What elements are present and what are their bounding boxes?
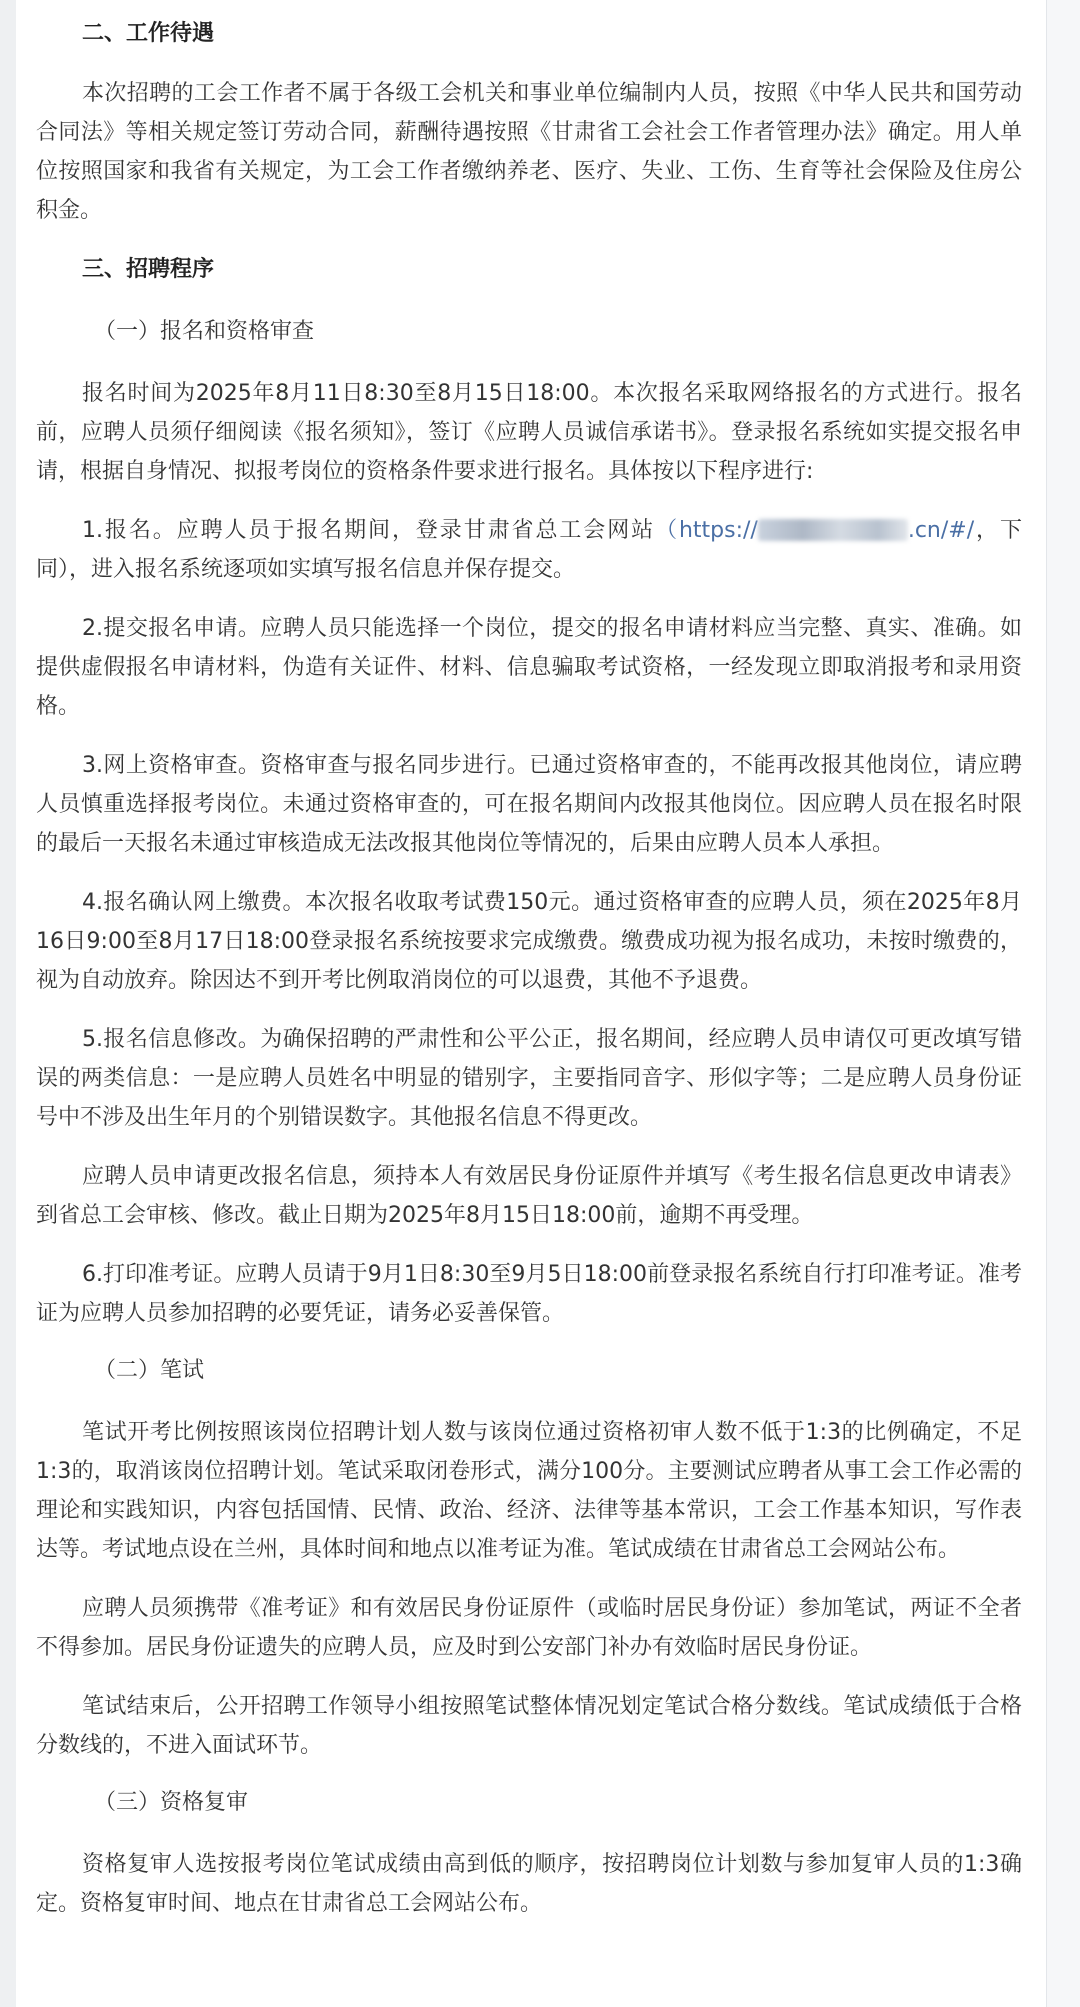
article-page [16, 0, 1046, 2007]
registration-link[interactable] [655, 518, 974, 543]
paragraph-step-5-note: 应聘人员申请更改报名信息，须持本人有效居民身份证原件并填写《考生报名信息更改申请表》到省总工会审核、修改。截止日期为2025年8月15日18:00前，逾期不再受理。 [36, 1164, 1022, 1228]
paragraph-step-4: 4.报名确认网上缴费。本次报名收取考试费150元。通过资格审查的应聘人员，须在2025年8月16日9:00至8月17日18:00登录报名系统按要求完成缴费。缴费成功视为报名成功，未按时缴费的，视为自动放弃。除因达不到开考比例取消岗位的可以退费，其他不予退费。 [36, 890, 1022, 993]
step-1-text-after: ，下同），进入报名系统逐项如实填写报名信息并保存提交。 [36, 518, 1022, 582]
link-end: .cn/#/ [907, 518, 975, 543]
subheading-requalification: （三）资格复审 [94, 1790, 249, 1815]
paragraph-exam-id: 应聘人员须携带《准考证》和有效居民身份证原件（或临时居民身份证）参加笔试，两证不全者不得参加。居民身份证遗失的应聘人员，应及时到公安部门补办有效临时居民身份证。 [36, 1596, 1022, 1660]
paragraph-step-2: 2.提交报名申请。应聘人员只能选择一个岗位，提交的报名申请材料应当完整、真实、准确。如提供虚假报名申请材料，伪造有关证件、材料、信息骗取考试资格，一经发现立即取消报考和录用资格。 [36, 616, 1022, 719]
paragraph-step-1 [36, 511, 1022, 589]
section-heading-2: 二、工作待遇 [82, 21, 215, 46]
link-start: （https:// [655, 518, 758, 543]
right-scroll-rail[interactable] [1046, 0, 1080, 2007]
paragraph-exam-ratio: 笔试开考比例按照该岗位招聘计划人数与该岗位通过资格初审人数不低于1:3的比例确定，不足1:3的，取消该岗位招聘计划。笔试采取闭卷形式，满分100分。主要测试应聘者从事工会工作必需的理论和实践知识，内容包括国情、民情、政治、经济、法律等基本常识，工会工作基本知识，写作表达等。考试地点设在兰州，具体时间和地点以准考证为准。笔试成绩在甘肃省总工会网站公布。 [36, 1420, 1022, 1562]
paragraph-step-3: 3.网上资格审查。资格审查与报名同步进行。已通过资格审查的，不能再改报其他岗位，请应聘人员慎重选择报考岗位。未通过资格审查的，可在报名期间内改报其他岗位。因应聘人员在报名时限的最后一天报名未通过审核造成无法改报其他岗位等情况的，后果由应聘人员本人承担。 [36, 753, 1022, 856]
paragraph-requalification: 资格复审人选按报考岗位笔试成绩由高到低的顺序，按招聘岗位计划数与参加复审人员的1:3确定。资格复审时间、地点在甘肃省总工会网站公布。 [36, 1852, 1022, 1916]
paragraph-exam-passline: 笔试结束后，公开招聘工作领导小组按照笔试整体情况划定笔试合格分数线。笔试成绩低于合格分数线的，不进入面试环节。 [36, 1694, 1022, 1758]
paragraph-step-6: 6.打印准考证。应聘人员请于9月1日8:30至9月5日18:00前登录报名系统自行打印准考证。准考证为应聘人员参加招聘的必要凭证，请务必妥善保管。 [36, 1262, 1022, 1326]
paragraph-registration-time: 报名时间为2025年8月11日8:30至8月15日18:00。本次报名采取网络报名的方式进行。报名前，应聘人员须仔细阅读《报名须知》，签订《应聘人员诚信承诺书》。登录报名系统如实提交报名申请，根据自身情况、拟报考岗位的资格条件要求进行报名。具体按以下程序进行: [36, 381, 1022, 484]
subheading-written-exam: （二）笔试 [94, 1358, 205, 1383]
step-1-text: 1.报名。应聘人员于报名期间，登录甘肃省总工会网站 [82, 518, 656, 543]
subheading-registration: （一）报名和资格审查 [94, 319, 315, 344]
paragraph-step-5: 5.报名信息修改。为确保招聘的严肃性和公平公正，报名期间，经应聘人员申请仅可更改填写错误的两类信息：一是应聘人员姓名中明显的错别字，主要指同音字、形似字等；二是应聘人员身份证号中不涉及出生年月的个别错误数字。其他报名信息不得更改。 [36, 1027, 1022, 1130]
paragraph-benefits: 本次招聘的工会工作者不属于各级工会机关和事业单位编制内人员，按照《中华人民共和国劳动合同法》等相关规定签订劳动合同，薪酬待遇按照《甘肃省工会社会工作者管理办法》确定。用人单位按照国家和我省有关规定，为工会工作者缴纳养老、医疗、失业、工伤、生育等社会保险及住房公积金。 [36, 81, 1022, 223]
redacted-url-blur [758, 519, 908, 541]
section-heading-3: 三、招聘程序 [82, 257, 215, 282]
